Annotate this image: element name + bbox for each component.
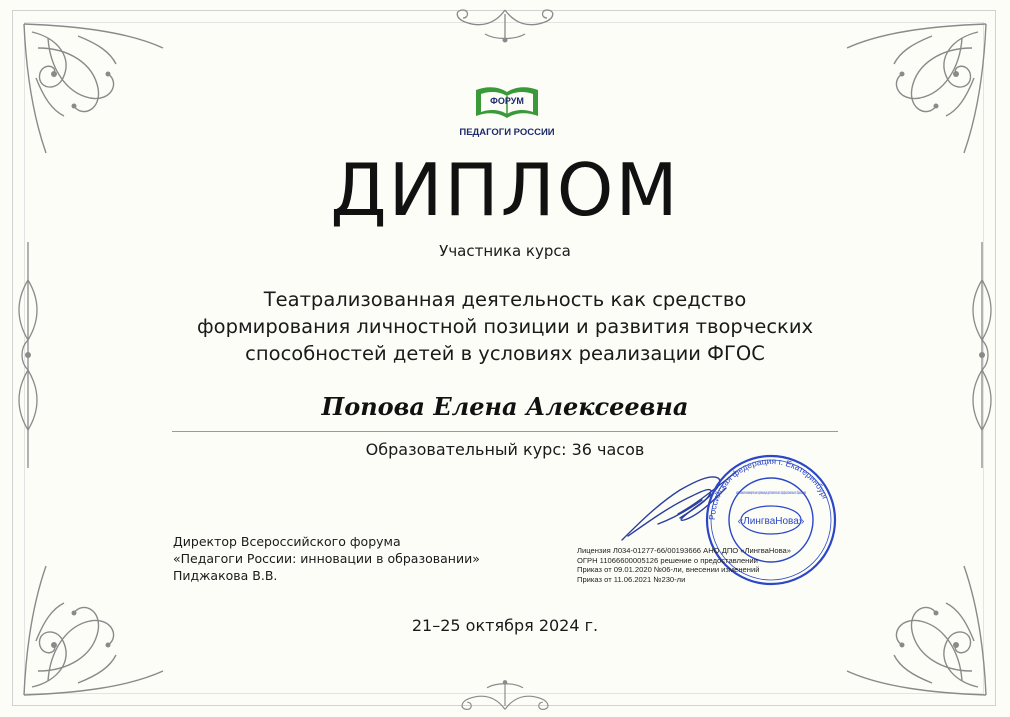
course-dates: 21–25 октября 2024 г. (411, 616, 599, 635)
logo-top-text: ФОРУМ (490, 96, 524, 106)
director-block (173, 533, 480, 584)
course-title-line: способностей детей в условиях реализации ФГОС (245, 342, 765, 365)
license-line: Лицензия Л034-01277-66/00193666 АНО ДПО «ЛингваНова» (577, 546, 792, 555)
director-line: Директор Всероссийского форума (173, 534, 401, 549)
left-side-ornament (10, 240, 46, 470)
license-info (577, 546, 791, 584)
license-line: Приказ от 09.01.2020 №06-ли, внесении изменений (577, 565, 760, 575)
right-side-ornament (964, 240, 1000, 470)
course-title-line: формирования личностной позиции и развития творческих (196, 315, 814, 338)
license-line: Приказ от 11.06.2021 №230-ли (577, 574, 686, 584)
diploma-title: ДИПЛОМ (330, 148, 680, 232)
director-line: «Педагоги России: инновации в образовании» (173, 551, 480, 566)
logo-bottom-text: ПЕДАГОГИ РОССИИ (459, 127, 555, 138)
bottom-flourish-ornament (445, 677, 565, 713)
course-title-line: Театрализованная деятельность как средство (263, 288, 747, 311)
director-line: Пиджакова В.В. (173, 568, 278, 583)
license-line: ОГРН 11066600005126 решение о предоставлении (577, 555, 758, 565)
course-hours: Образовательный курс: 36 часов (365, 440, 645, 459)
name-underline (172, 431, 838, 432)
stamp-inner-text: автономная некоммерческая организация дополнительного профессионального образования (736, 490, 807, 495)
stamp-outer-text: Российская федерация г. Екатеринбург (706, 455, 831, 521)
forum-logo (459, 82, 555, 140)
course-title (150, 286, 860, 367)
corner-ornament-top-right (842, 18, 992, 158)
top-flourish-ornament (445, 6, 565, 46)
stamp-center-text: «ЛингваНова» (737, 516, 805, 527)
diploma-subtitle: Участника курса (439, 242, 571, 260)
corner-ornament-top-left (18, 18, 168, 158)
recipient-name: Попова Елена Алексеевна (321, 392, 689, 421)
